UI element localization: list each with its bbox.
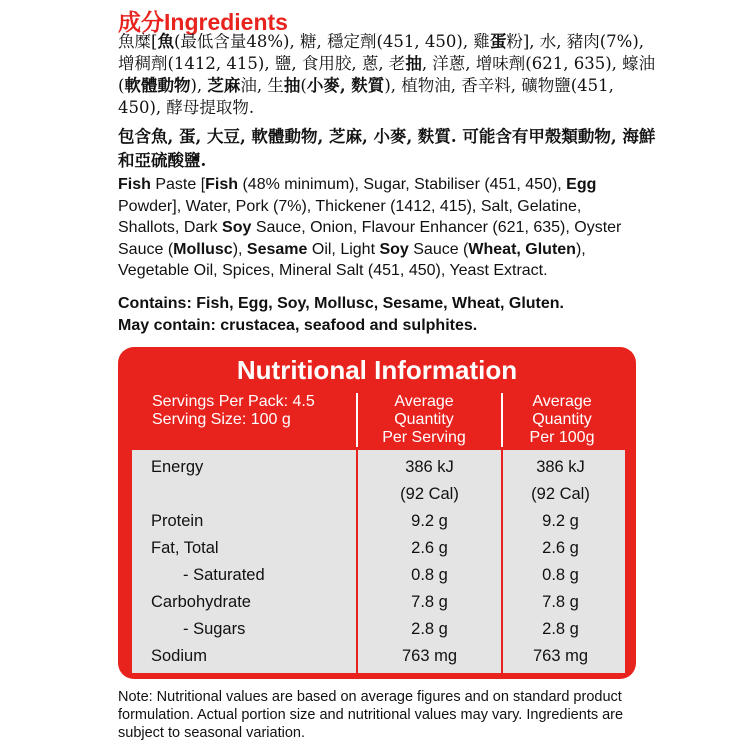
header-line: Per Serving bbox=[382, 429, 466, 446]
allergen-text: Mollusc bbox=[173, 240, 233, 258]
per-serving-value: 9.2 g bbox=[411, 512, 448, 530]
per-serving-value: (92 Cal) bbox=[400, 485, 459, 503]
nutrient-label: Carbohydrate bbox=[151, 593, 251, 611]
ingredient-text: Sauce ( bbox=[408, 240, 469, 258]
per-100g-value: (92 Cal) bbox=[531, 485, 590, 503]
ingredient-text: 魚糜[ bbox=[118, 32, 158, 51]
per-serving-column bbox=[358, 450, 501, 673]
allergen-text: Fish bbox=[205, 176, 239, 193]
ingredient-text: , 洋蔥, 增味劑(621, 635), 蠔油( bbox=[118, 54, 656, 95]
per-100g-value: 2.8 g bbox=[542, 620, 579, 638]
per-serving-value: 7.8 g bbox=[411, 593, 448, 611]
ingredient-text: Powder], Water, Pork (7%), Thickener (1412, 415), Salt, Gelatine, Shallots, Dark bbox=[118, 197, 582, 236]
allergen-text: Wheat, Gluten bbox=[468, 240, 576, 258]
per-100g-column bbox=[503, 450, 625, 673]
chinese-ingredients-text bbox=[118, 31, 658, 119]
per-serving-value: 763 mg bbox=[401, 647, 458, 665]
nutrient-label: - Saturated bbox=[183, 566, 265, 584]
ingredient-text: ), bbox=[190, 76, 208, 95]
ingredient-text: ( bbox=[300, 76, 307, 95]
per-100g-value: 7.8 g bbox=[542, 593, 579, 611]
per-serving-value: 2.6 g bbox=[411, 539, 448, 557]
per-serving-value: 2.8 g bbox=[411, 620, 448, 638]
may-contain-line: May contain: crustacea, seafood and sulphites. bbox=[118, 316, 478, 334]
per-100g-value: 0.8 g bbox=[542, 566, 579, 584]
per-100g-value: 9.2 g bbox=[542, 512, 579, 530]
header-line: Average bbox=[532, 393, 592, 410]
allergen-text: 魚 bbox=[157, 32, 174, 51]
ingredient-text: ), bbox=[232, 240, 247, 258]
ingredient-text: 粉], 水, 豬肉(7%), 增稠劑(1412, 415), 鹽, 食用胶, 蔥, 老 bbox=[118, 32, 645, 73]
label-column bbox=[132, 450, 356, 673]
ingredient-text: Sauce, Onion, Flavour Enhancer (621, 635), Oyster Sauce ( bbox=[118, 219, 622, 258]
column-divider bbox=[501, 393, 503, 447]
per-100g-value: 2.6 g bbox=[542, 539, 579, 557]
servings-info bbox=[152, 393, 315, 429]
nutrient-label: Energy bbox=[151, 458, 204, 476]
header-line: Quantity bbox=[532, 411, 592, 428]
per-100g-value: 763 mg bbox=[532, 647, 589, 665]
header-line: Quantity bbox=[394, 411, 454, 428]
ingredients-title-en: Ingredients bbox=[164, 9, 288, 35]
nutrient-label: Sodium bbox=[151, 647, 207, 665]
ingredient-text: ), 植物油, 香辛料, 礦物鹽(451, 450), 酵母提取物. bbox=[118, 76, 614, 117]
ingredients-title-cn: 成分 bbox=[118, 10, 164, 36]
allergen-text: Fish bbox=[118, 176, 151, 193]
header-line: Average bbox=[394, 393, 454, 410]
per-serving-header bbox=[358, 393, 490, 447]
nutrient-label: Fat, Total bbox=[151, 539, 219, 557]
ingredient-text: Oil, Light bbox=[307, 240, 380, 258]
allergen-text: Egg bbox=[566, 176, 597, 193]
chinese-allergen-statement: 包含魚, 蛋, 大豆, 軟體動物, 芝麻, 小麥, 麩質. 可能含有甲殼類動物, 海鮮和亞硫酸鹽. bbox=[118, 127, 656, 170]
nutrition-title: Nutritional Information bbox=[236, 355, 518, 385]
ingredient-text: (最低含量48%), 糖, 穩定劑(451, 450), 雞 bbox=[173, 32, 490, 51]
contains-line: Contains: Fish, Egg, Soy, Mollusc, Sesame, Wheat, Gluten. bbox=[118, 295, 564, 312]
ingredient-text: ), Vegetable Oil, Spices, Mineral Salt (451, 450), Yeast Extract. bbox=[118, 240, 586, 279]
allergen-text: Sesame bbox=[246, 240, 308, 258]
allergen-text: Soy bbox=[379, 240, 409, 258]
per-serving-value: 386 kJ bbox=[405, 458, 454, 476]
servings-per-pack: Servings Per Pack: 4.5 bbox=[152, 393, 315, 410]
per-100g-value: 386 kJ bbox=[536, 458, 585, 476]
allergen-text: 小麥, 麩質 bbox=[306, 76, 385, 95]
header-line: Per 100g bbox=[529, 429, 595, 446]
nutrient-label: Protein bbox=[151, 512, 204, 530]
serving-size: Serving Size: 100 g bbox=[152, 411, 291, 428]
ingredient-text: 油, 生 bbox=[240, 76, 284, 95]
per-serving-value: 0.8 g bbox=[411, 566, 448, 584]
ingredient-text: Paste [ bbox=[150, 176, 206, 193]
per-100g-header bbox=[506, 393, 618, 447]
allergen-text: 軟體動物 bbox=[124, 76, 191, 95]
footnote: Note: Nutritional values are based on average figures and on standard product formulation. Actual portion size and nutritional values may vary. Ingredients are subject to seasonal variation. bbox=[118, 689, 624, 741]
allergen-text: Soy bbox=[222, 219, 252, 236]
allergen-text: 蛋 bbox=[489, 32, 507, 51]
allergen-text: 抽 bbox=[405, 54, 422, 73]
allergen-text: 抽 bbox=[283, 76, 301, 95]
allergen-text: 芝麻 bbox=[207, 76, 241, 95]
ingredient-text: (48% minimum), Sugar, Stabiliser (451, 450), bbox=[238, 176, 567, 193]
english-ingredients-text bbox=[118, 174, 638, 282]
allergen-statement bbox=[118, 293, 638, 336]
nutrient-label: - Sugars bbox=[183, 620, 246, 638]
